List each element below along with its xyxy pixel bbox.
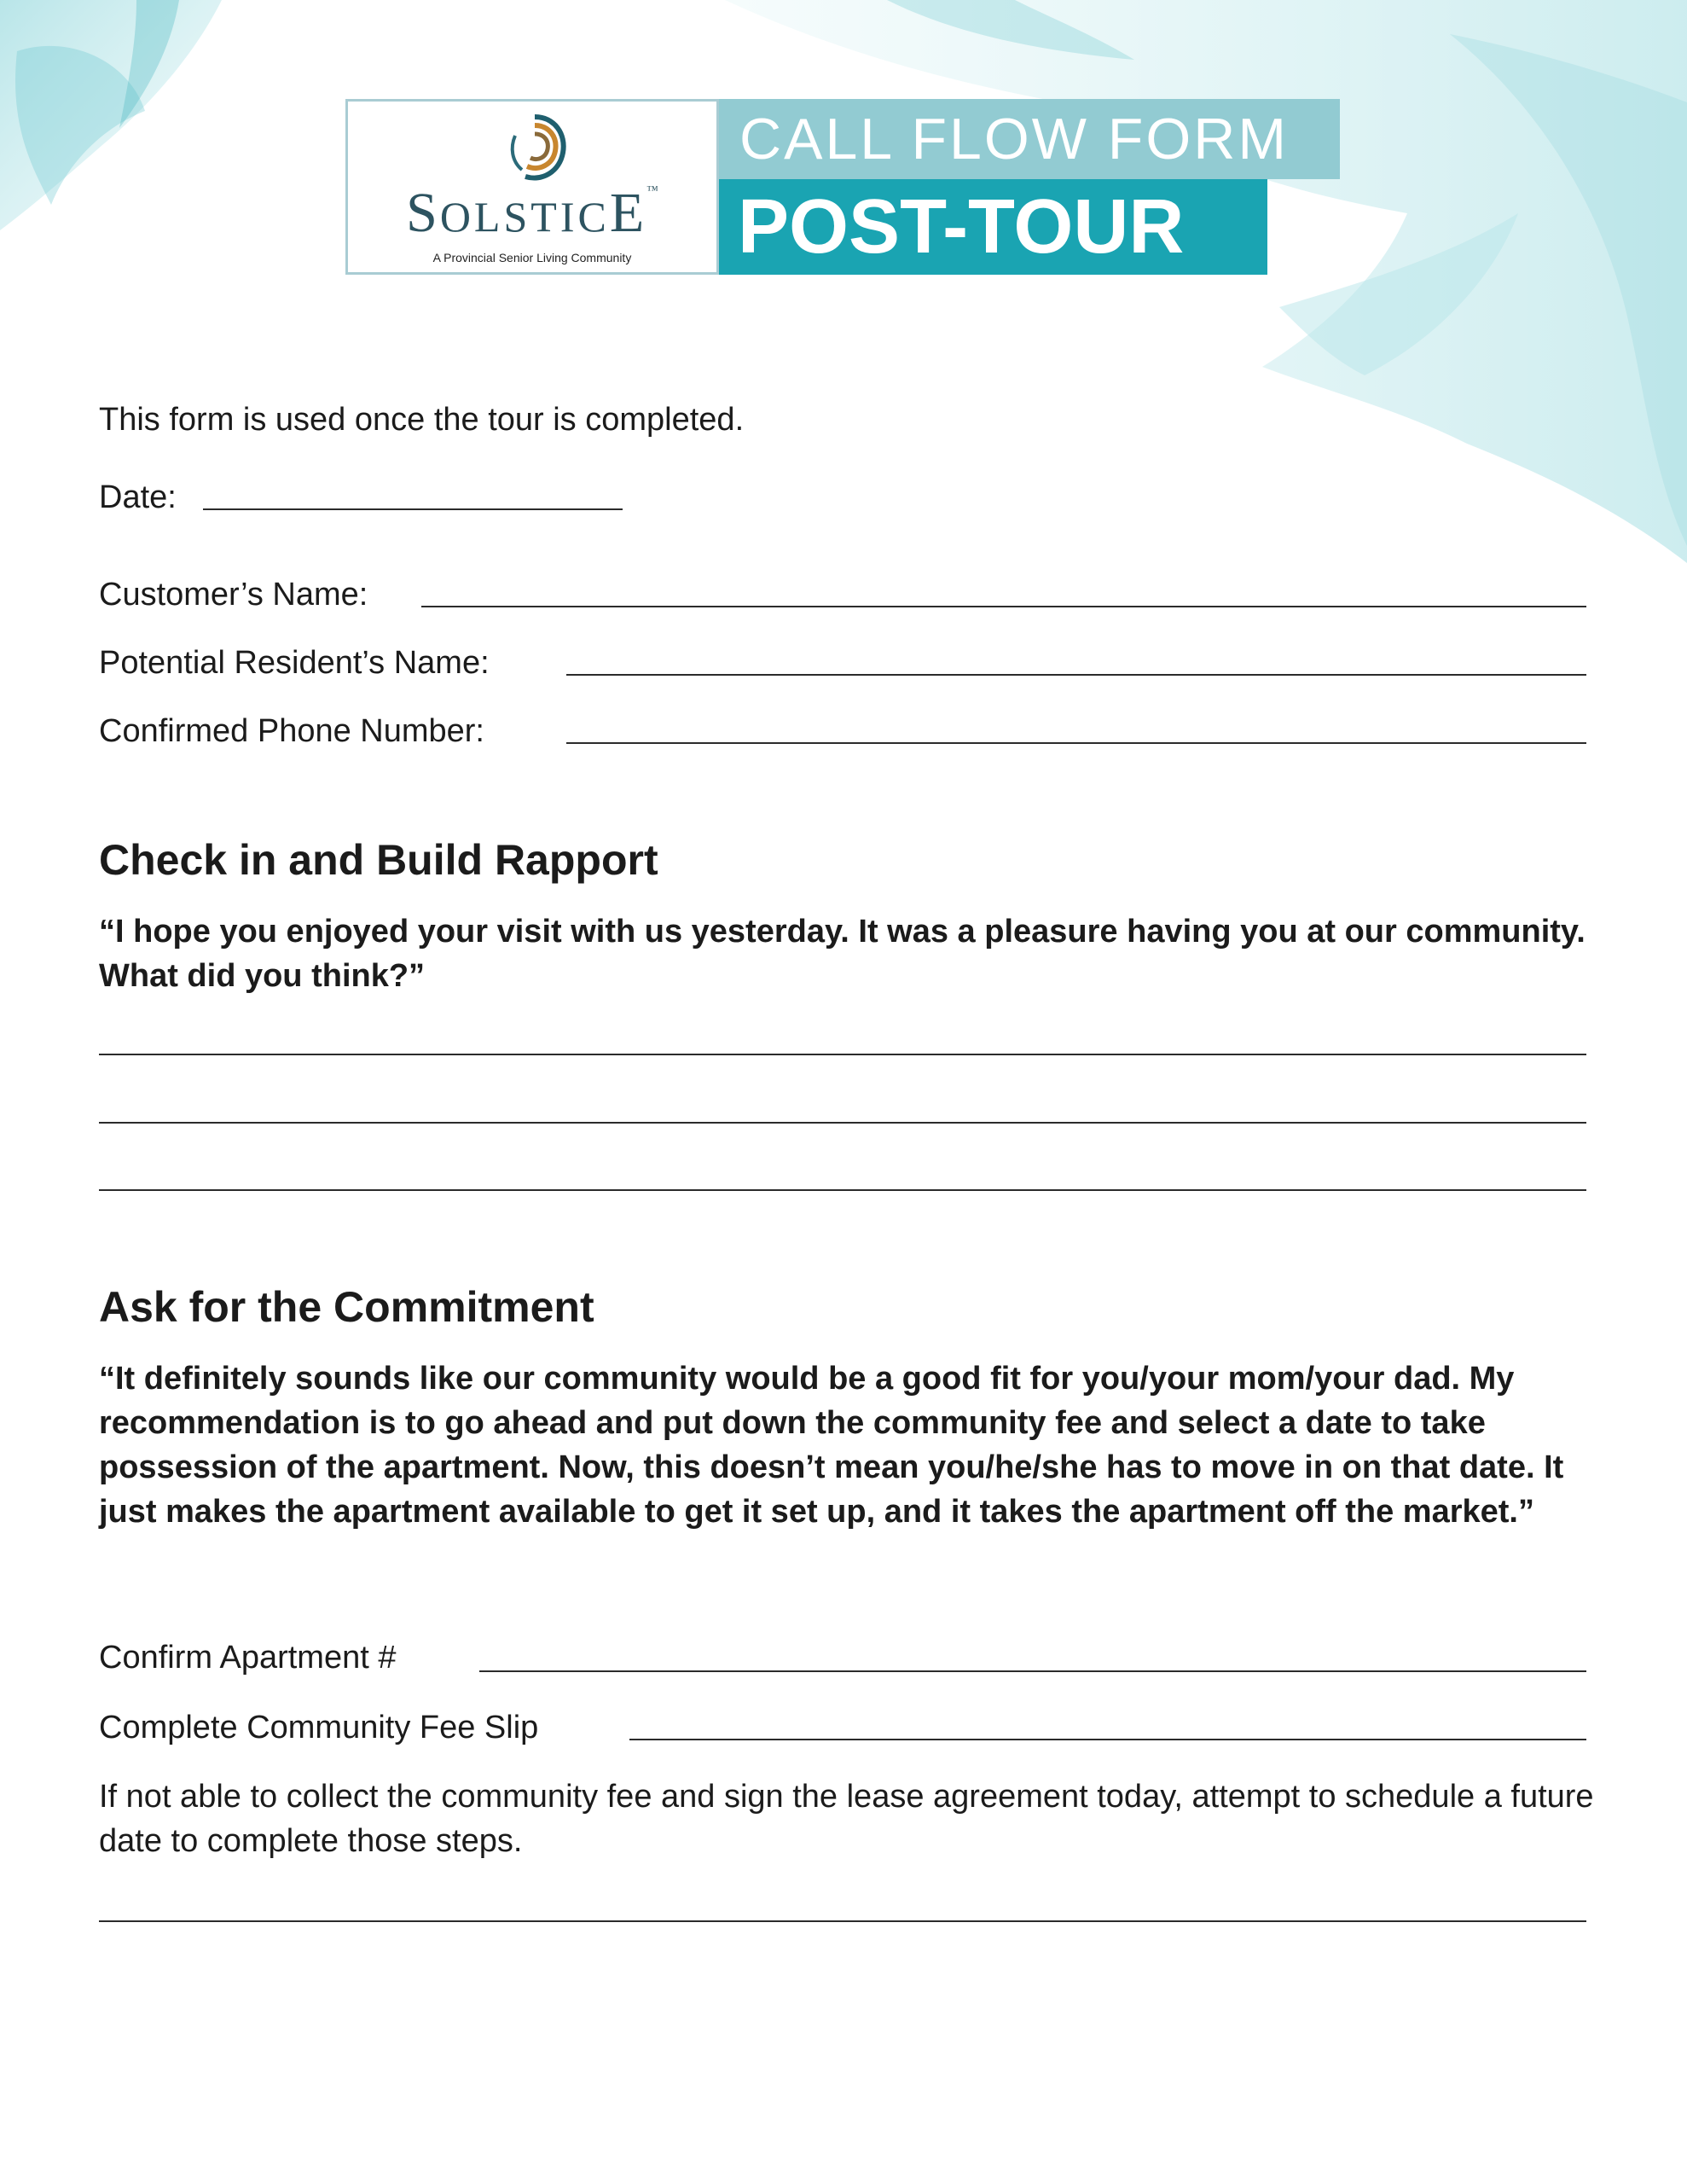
- phone-label: Confirmed Phone Number:: [99, 713, 484, 749]
- rapport-notes-line-1[interactable]: [99, 1054, 1586, 1055]
- sun-swirl-icon: [498, 110, 571, 189]
- resident-name-field[interactable]: [566, 674, 1586, 676]
- phone-field[interactable]: [566, 742, 1586, 744]
- logo-tagline: A Provincial Senior Living Community: [432, 251, 632, 264]
- customer-name-field[interactable]: [421, 606, 1586, 607]
- rapport-script: “I hope you enjoyed your visit with us yesterday. It was a pleasure having you at our community. What did you think?”: [99, 914, 1586, 994]
- commitment-script: “It definitely sounds like our community would be a good fit for you/your mom/your dad. My recommendation is to go ahead and put down the community fee and select a date to take possession of the apartment. Now, this doesn’t mean you/he/she has to move in on that date. It just makes the apartment available to get it set up, and it takes the apartment off the market.”: [99, 1361, 1564, 1530]
- resident-name-label: Potential Resident’s Name:: [99, 645, 490, 681]
- followup-instructions: If not able to collect the community fee and sign the lease agreement today, attempt to schedule a future date to complete those steps.: [99, 1779, 1594, 1859]
- date-field[interactable]: [203, 508, 623, 510]
- rapport-heading: Check in and Build Rapport: [99, 836, 658, 884]
- apartment-label: Confirm Apartment #: [99, 1640, 397, 1676]
- fee-slip-label: Complete Community Fee Slip: [99, 1710, 539, 1745]
- watercolor-background: [0, 0, 1687, 580]
- form-title-top: CALL FLOW FORM: [719, 99, 1340, 179]
- form-title-bottom: POST-TOUR: [719, 179, 1267, 275]
- logo-wordmark: SOLSTICE™: [406, 182, 658, 244]
- solstice-logo: [345, 99, 719, 275]
- date-label: Date:: [99, 479, 177, 515]
- commitment-heading: Ask for the Commitment: [99, 1283, 594, 1331]
- customer-name-label: Customer’s Name:: [99, 577, 368, 613]
- rapport-notes-line-3[interactable]: [99, 1189, 1586, 1191]
- apartment-field[interactable]: [479, 1670, 1586, 1672]
- fee-slip-field[interactable]: [629, 1739, 1586, 1740]
- followup-notes-line[interactable]: [99, 1920, 1586, 1922]
- intro-text: This form is used once the tour is completed.: [99, 402, 745, 438]
- rapport-notes-line-2[interactable]: [99, 1122, 1586, 1124]
